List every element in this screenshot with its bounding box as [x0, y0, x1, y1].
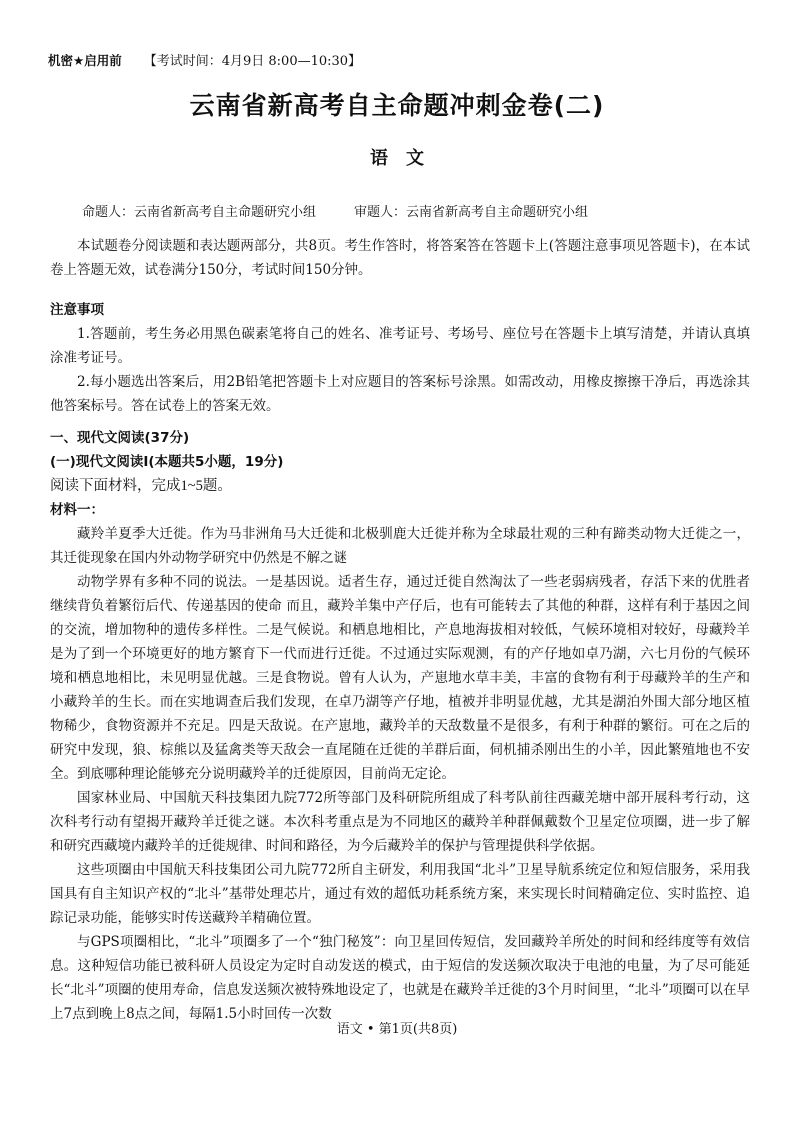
- subject-title: 语 文: [370, 148, 424, 169]
- page-footer: 语文 • 第1页(共8页): [336, 1022, 458, 1037]
- reading-section: [50, 426, 750, 1026]
- exam-title: 云南省新高考自主命题冲刺金卷(二): [189, 91, 605, 120]
- notice-item: 2.每小题选出答案后，用2B铅笔把答题卡上对应题目的答案标号涂黑。如需改动，用橡皮擦擦干净后，再选涂其他答案标号。答在试卷上的答案无效。: [50, 374, 750, 414]
- material-paragraph: 国家林业局、中国航天科技集团九院772所等部门及科研院所组成了科考队前往西藏羌塘中部开展科考行动，这次科考行动有望揭开藏羚羊迁徙之谜。本次科考重点是为不同地区的藏羚羊种群佩戴数个卫星定位项圈，进一步了解和研究西藏境内藏羚羊的迁徙规律、时间和路径，为今后藏羚羊的保护与管理提供科学依据。: [50, 790, 750, 854]
- notice-block: [50, 298, 750, 418]
- header-line: [48, 50, 361, 69]
- exam-time: 【考试时间：4月9日 8:00—10:30】: [143, 54, 362, 69]
- section-instruction: 阅读下面材料，完成1~5题。: [50, 478, 232, 494]
- intro-paragraph: 本试题卷分阅读题和表达题两部分，共8页。考生作答时，将答案答在答题卡上(答题注意事项见答题卡)，在本试卷上答题无效，试卷满分150分，考试时间150分钟。: [50, 238, 750, 278]
- notice-heading: 注意事项: [50, 302, 104, 318]
- composer: 命题人：云南省新高考自主命题研究小组: [82, 205, 317, 220]
- authors-line: [82, 201, 588, 220]
- material-paragraph: 与GPS项圈相比，“北斗”项圈多了一个“独门秘笈”：向卫星回传短信，发回藏羚羊所处的时间和经纬度等有效信息。这种短信功能已被科研人员设定为定时自动发送的模式，由于短信的发送频次取决于电池的电量，为了尽可能延长“北斗”项圈的使用寿命，信息发送频次被特殊地设定了，也就是在藏羚羊迁徙的3个月时间里，“北斗”项圈可以在早上7点到晚上8点之间，每隔1.5小时回传一次数: [50, 934, 750, 1022]
- section-heading: 一、现代文阅读(37分): [50, 430, 190, 446]
- secret-label: 机密★启用前: [48, 53, 122, 68]
- material-paragraph: 这些项圈由中国航天科技集团公司九院772所自主研发，利用我国“北斗”卫星导航系统定位和短信服务，采用我国具有自主知识产权的“北斗”基带处理芯片，通过有效的超低功耗系统方案，来实现长时间精确定位、实时监控、追踪记录功能，能够实时传送藏羚羊精确位置。: [50, 862, 750, 926]
- material-paragraph: 藏羚羊夏季大迁徙。作为马非洲角马大迁徙和北极驯鹿大迁徙并称为全球最壮观的三种有蹄类动物大迁徙之一，其迁徙现象在国内外动物学研究中仍然是不解之谜: [50, 526, 750, 566]
- section-subheading: (一)现代文阅读Ⅰ(本题共5小题，19分): [50, 454, 284, 470]
- material-label: 材料一：: [50, 502, 104, 518]
- reviewer: 审题人：云南省新高考自主命题研究小组: [354, 205, 589, 220]
- notice-item: 1.答题前，考生务必用黑色碳素笔将自己的姓名、准考证号、考场号、座位号在答题卡上填写清楚，并请认真填涂准考证号。: [50, 326, 750, 366]
- material-paragraph: 动物学界有多种不同的说法。一是基因说。适者生存，通过迁徙自然淘汰了一些老弱病残者，存活下来的优胜者继续背负着繁衍后代、传递基因的使命 而且，藏羚羊集中产仔后，也有可能转去了其他的种群，这样有利于基因之间的交流，增加物种的遗传多样性。二是气候说。和栖息地相比，产息地海拔相对较低，气候环境相对较好，母藏羚羊是为了到一个环境更好的地方繁育下一代而进行迁徙。不过通过实际观测，有的产仔地如卓乃湖，六七月份的气候环境和栖息地相比，未见明显优越。三是食物说。曾有人认为，产崽地水草丰美，丰富的食物有利于母藏羚羊的生产和小藏羚羊的生长。而在实地调查后我们发现，在卓乃湖等产仔地，植被并非明显优越，尤其是湖泊外围大部分地区植物稀少，食物资源并不充足。四是天敌说。在产崽地，藏羚羊的天敌数量不是很多，有利于种群的繁衍。可在之后的研究中发现，狼、棕熊以及猛禽类等天敌会一直尾随在迁徙的羊群后面，伺机捕杀刚出生的小羊，因此繁殖地也不安全。到底哪种理论能够充分说明藏羚羊的迁徙原因，目前尚无定论。: [50, 574, 750, 782]
- intro-block: [50, 234, 750, 282]
